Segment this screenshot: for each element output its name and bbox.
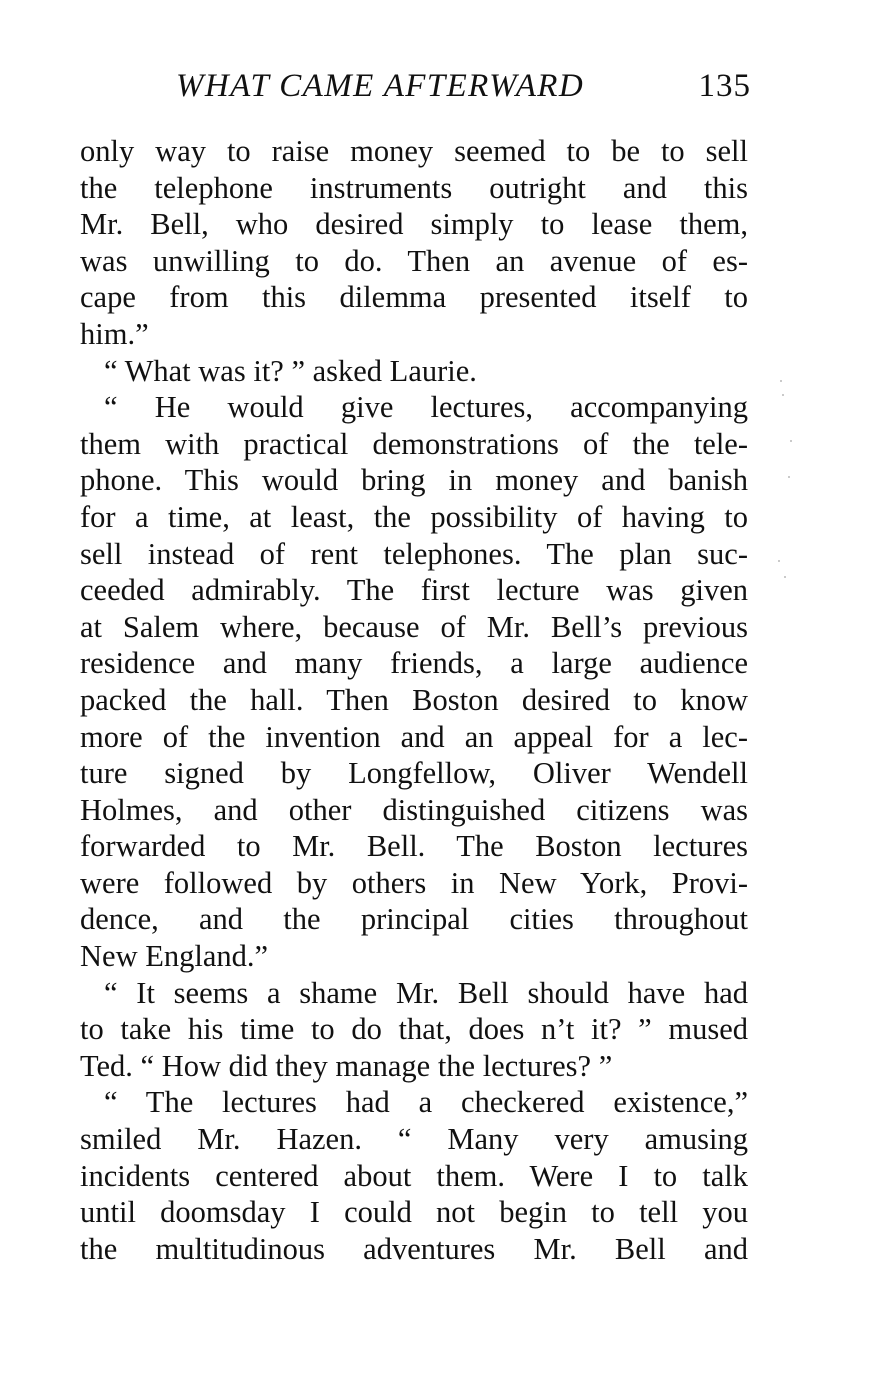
- text-line: “ What was it? ” asked Laurie.: [104, 353, 477, 388]
- text-line: phone. This would bring in money and banish: [80, 463, 748, 498]
- text-line: “ It seems a shame Mr. Bell should have had: [104, 975, 748, 1010]
- text-line: ceeded admirably. The first lecture was given: [80, 573, 748, 608]
- text-line: only way to raise money seemed to be to sell: [80, 134, 748, 168]
- text-line: him.”: [80, 316, 149, 351]
- text-line: until doomsday I could not begin to tell you: [80, 1195, 748, 1230]
- text-line: “ He would give lectures, accompanying: [104, 390, 748, 425]
- text-line: smiled Mr. Hazen. “ Many very amusing: [80, 1122, 748, 1157]
- scan-specks: [776, 380, 796, 600]
- body-text: [80, 133, 748, 1267]
- text-line: Holmes, and other distinguished citizens was: [80, 792, 748, 827]
- text-line: them with practical demonstrations of the tele-: [80, 426, 748, 461]
- text-line: the telephone instruments outright and this: [80, 170, 748, 205]
- text-line: the multitudinous adventures Mr. Bell and: [80, 1231, 748, 1266]
- page-number: 135: [698, 68, 751, 104]
- text-line: ture signed by Longfellow, Oliver Wendell: [80, 756, 748, 791]
- page-header: [176, 64, 751, 108]
- scan-speck: [788, 476, 790, 478]
- text-line: incidents centered about them. Were I to talk: [80, 1158, 748, 1193]
- scan-speck: [778, 560, 780, 562]
- text-line: Ted. “ How did they manage the lectures? ”: [80, 1048, 613, 1083]
- scan-speck: [784, 576, 786, 578]
- scan-speck: [790, 440, 792, 442]
- text-line: at Salem where, because of Mr. Bell’s previous: [80, 609, 748, 644]
- text-line: forwarded to Mr. Bell. The Boston lectures: [80, 829, 748, 864]
- text-line: to take his time to do that, does n’t it? ” mused: [80, 1012, 748, 1047]
- scan-speck: [780, 380, 782, 382]
- text-line: were followed by others in New York, Provi-: [80, 865, 748, 900]
- running-head: WHAT CAME AFTERWARD: [176, 68, 585, 104]
- text-line: sell instead of rent telephones. The plan suc-: [80, 536, 748, 571]
- scan-speck: [782, 394, 784, 396]
- text-line: Mr. Bell, who desired simply to lease them,: [80, 207, 748, 242]
- text-line: “ The lectures had a checkered existence,”: [104, 1085, 748, 1120]
- text-line: was unwilling to do. Then an avenue of es-: [80, 243, 748, 278]
- text-line: more of the invention and an appeal for a lec-: [80, 719, 748, 754]
- text-line: dence, and the principal cities throughout: [80, 902, 748, 937]
- text-line: for a time, at least, the possibility of having to: [80, 499, 748, 534]
- text-line: packed the hall. Then Boston desired to know: [80, 682, 748, 717]
- text-line: New England.”: [80, 939, 269, 974]
- text-line: cape from this dilemma presented itself to: [80, 280, 748, 315]
- text-line: residence and many friends, a large audience: [80, 646, 748, 681]
